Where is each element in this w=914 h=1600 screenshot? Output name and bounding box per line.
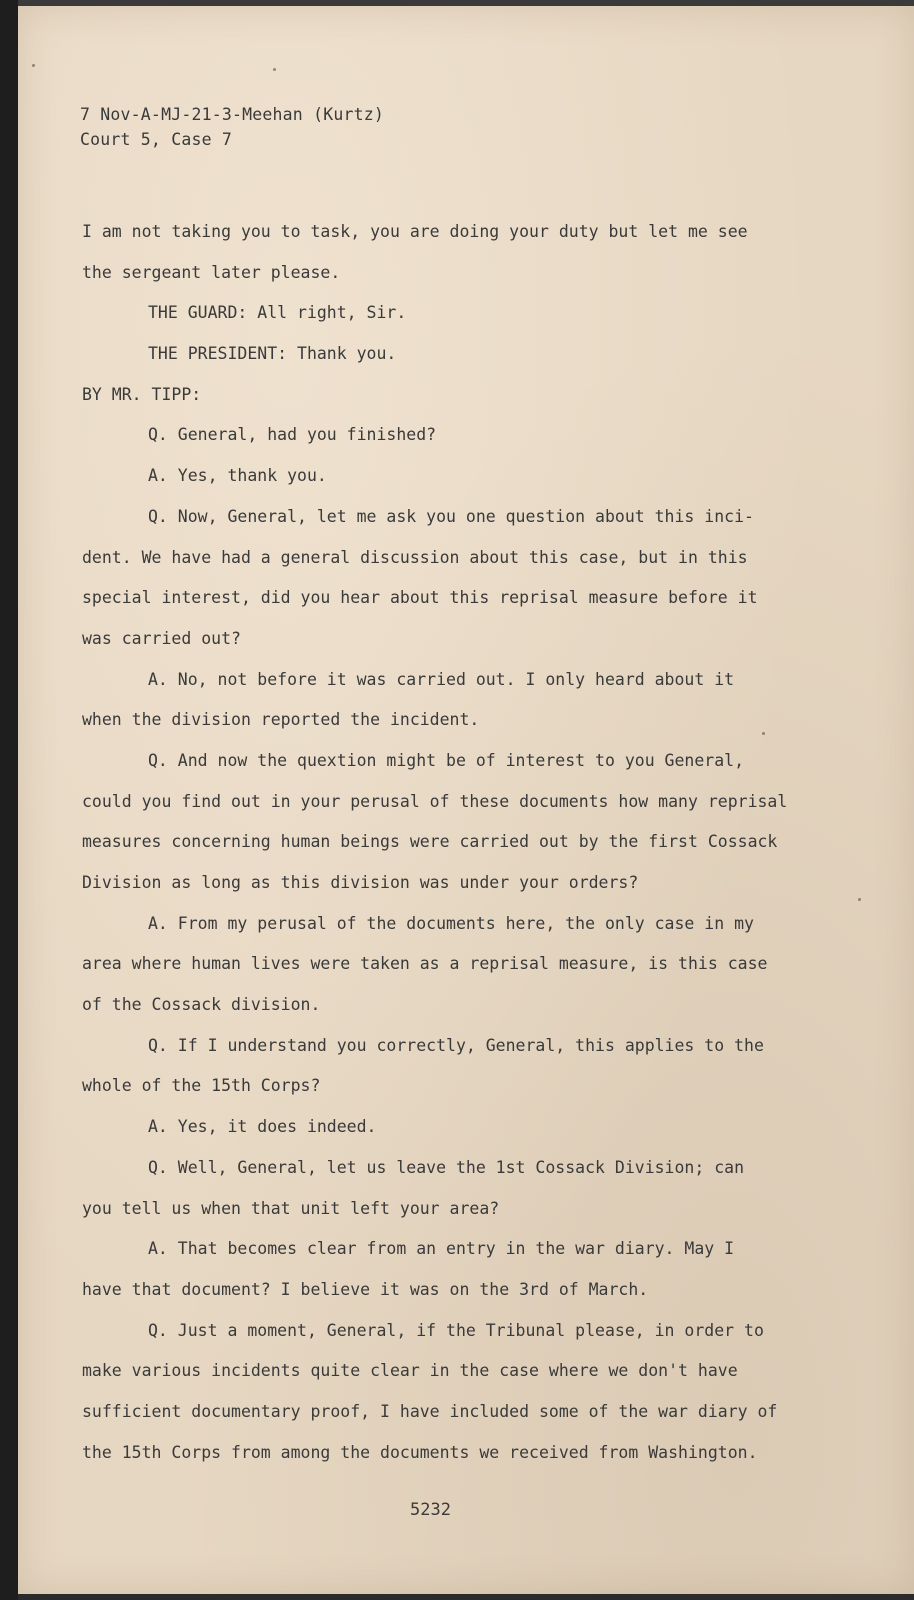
transcript-line: Q. Just a moment, General, if the Tribunal please, in order to <box>148 1320 764 1340</box>
transcript-body <box>82 218 842 1479</box>
transcript-line: when the division reported the incident. <box>82 710 480 730</box>
transcript-line: could you find out in your perusal of these documents how many reprisal <box>82 791 788 811</box>
transcript-line: Q. General, had you finished? <box>148 425 437 445</box>
transcript-line: make various incidents quite clear in the case where we don't have <box>82 1361 738 1381</box>
transcript-line: Q. Now, General, let me ask you one question about this inci- <box>148 506 754 526</box>
page-number: 5232 <box>410 1500 451 1520</box>
transcript-line: A. Yes, thank you. <box>148 466 327 486</box>
transcript-line: A. Yes, it does indeed. <box>148 1117 377 1137</box>
document-header <box>80 102 384 152</box>
transcript-line: Q. Well, General, let us leave the 1st Cossack Division; can <box>148 1157 745 1177</box>
transcript-line: THE PRESIDENT: Thank you. <box>148 344 397 364</box>
header-reference-line: 7 Nov-A-MJ-21-3-Meehan (Kurtz) <box>80 105 385 124</box>
header-court-line: Court 5, Case 7 <box>80 130 233 149</box>
transcript-line: THE GUARD: All right, Sir. <box>148 303 407 323</box>
document-page <box>18 6 914 1594</box>
transcript-line: Q. If I understand you correctly, General, this applies to the <box>148 1035 764 1055</box>
transcript-line: Division as long as this division was under your orders? <box>82 873 639 892</box>
transcript-line: the 15th Corps from among the documents we received from Washington. <box>82 1442 758 1462</box>
scan-left-edge <box>0 0 18 1600</box>
transcript-line: I am not taking you to task, you are doing your duty but let me see <box>82 222 748 241</box>
transcript-line: A. No, not before it was carried out. I only heard about it <box>148 669 735 689</box>
transcript-line: A. That becomes clear from an entry in the war diary. May I <box>148 1239 735 1259</box>
transcript-line: dent. We have had a general discussion about this case, but in this <box>82 547 748 567</box>
transcript-line: was carried out? <box>82 628 241 648</box>
transcript-line: special interest, did you hear about this reprisal measure before it <box>82 588 758 608</box>
transcript-line: sufficient documentary proof, I have included some of the war diary of <box>82 1401 778 1421</box>
transcript-line: the sergeant later please. <box>82 262 341 282</box>
transcript-line: whole of the 15th Corps? <box>82 1076 321 1096</box>
transcript-line: of the Cossack division. <box>82 995 321 1015</box>
transcript-line: BY MR. TIPP: <box>82 384 202 404</box>
paper-speck <box>273 68 276 71</box>
transcript-line: you tell us when that unit left your area? <box>82 1198 500 1218</box>
transcript-line: Q. And now the quextion might be of interest to you General, <box>148 750 745 770</box>
transcript-line: measures concerning human beings were carried out by the first Cossack <box>82 832 778 852</box>
transcript-line: have that document? I believe it was on the 3rd of March. <box>82 1279 649 1299</box>
paper-speck <box>858 898 861 901</box>
transcript-line: area where human lives were taken as a reprisal measure, is this case <box>82 954 768 974</box>
transcript-line: A. From my perusal of the documents here, the only case in my <box>148 913 754 933</box>
paper-speck <box>32 64 35 67</box>
